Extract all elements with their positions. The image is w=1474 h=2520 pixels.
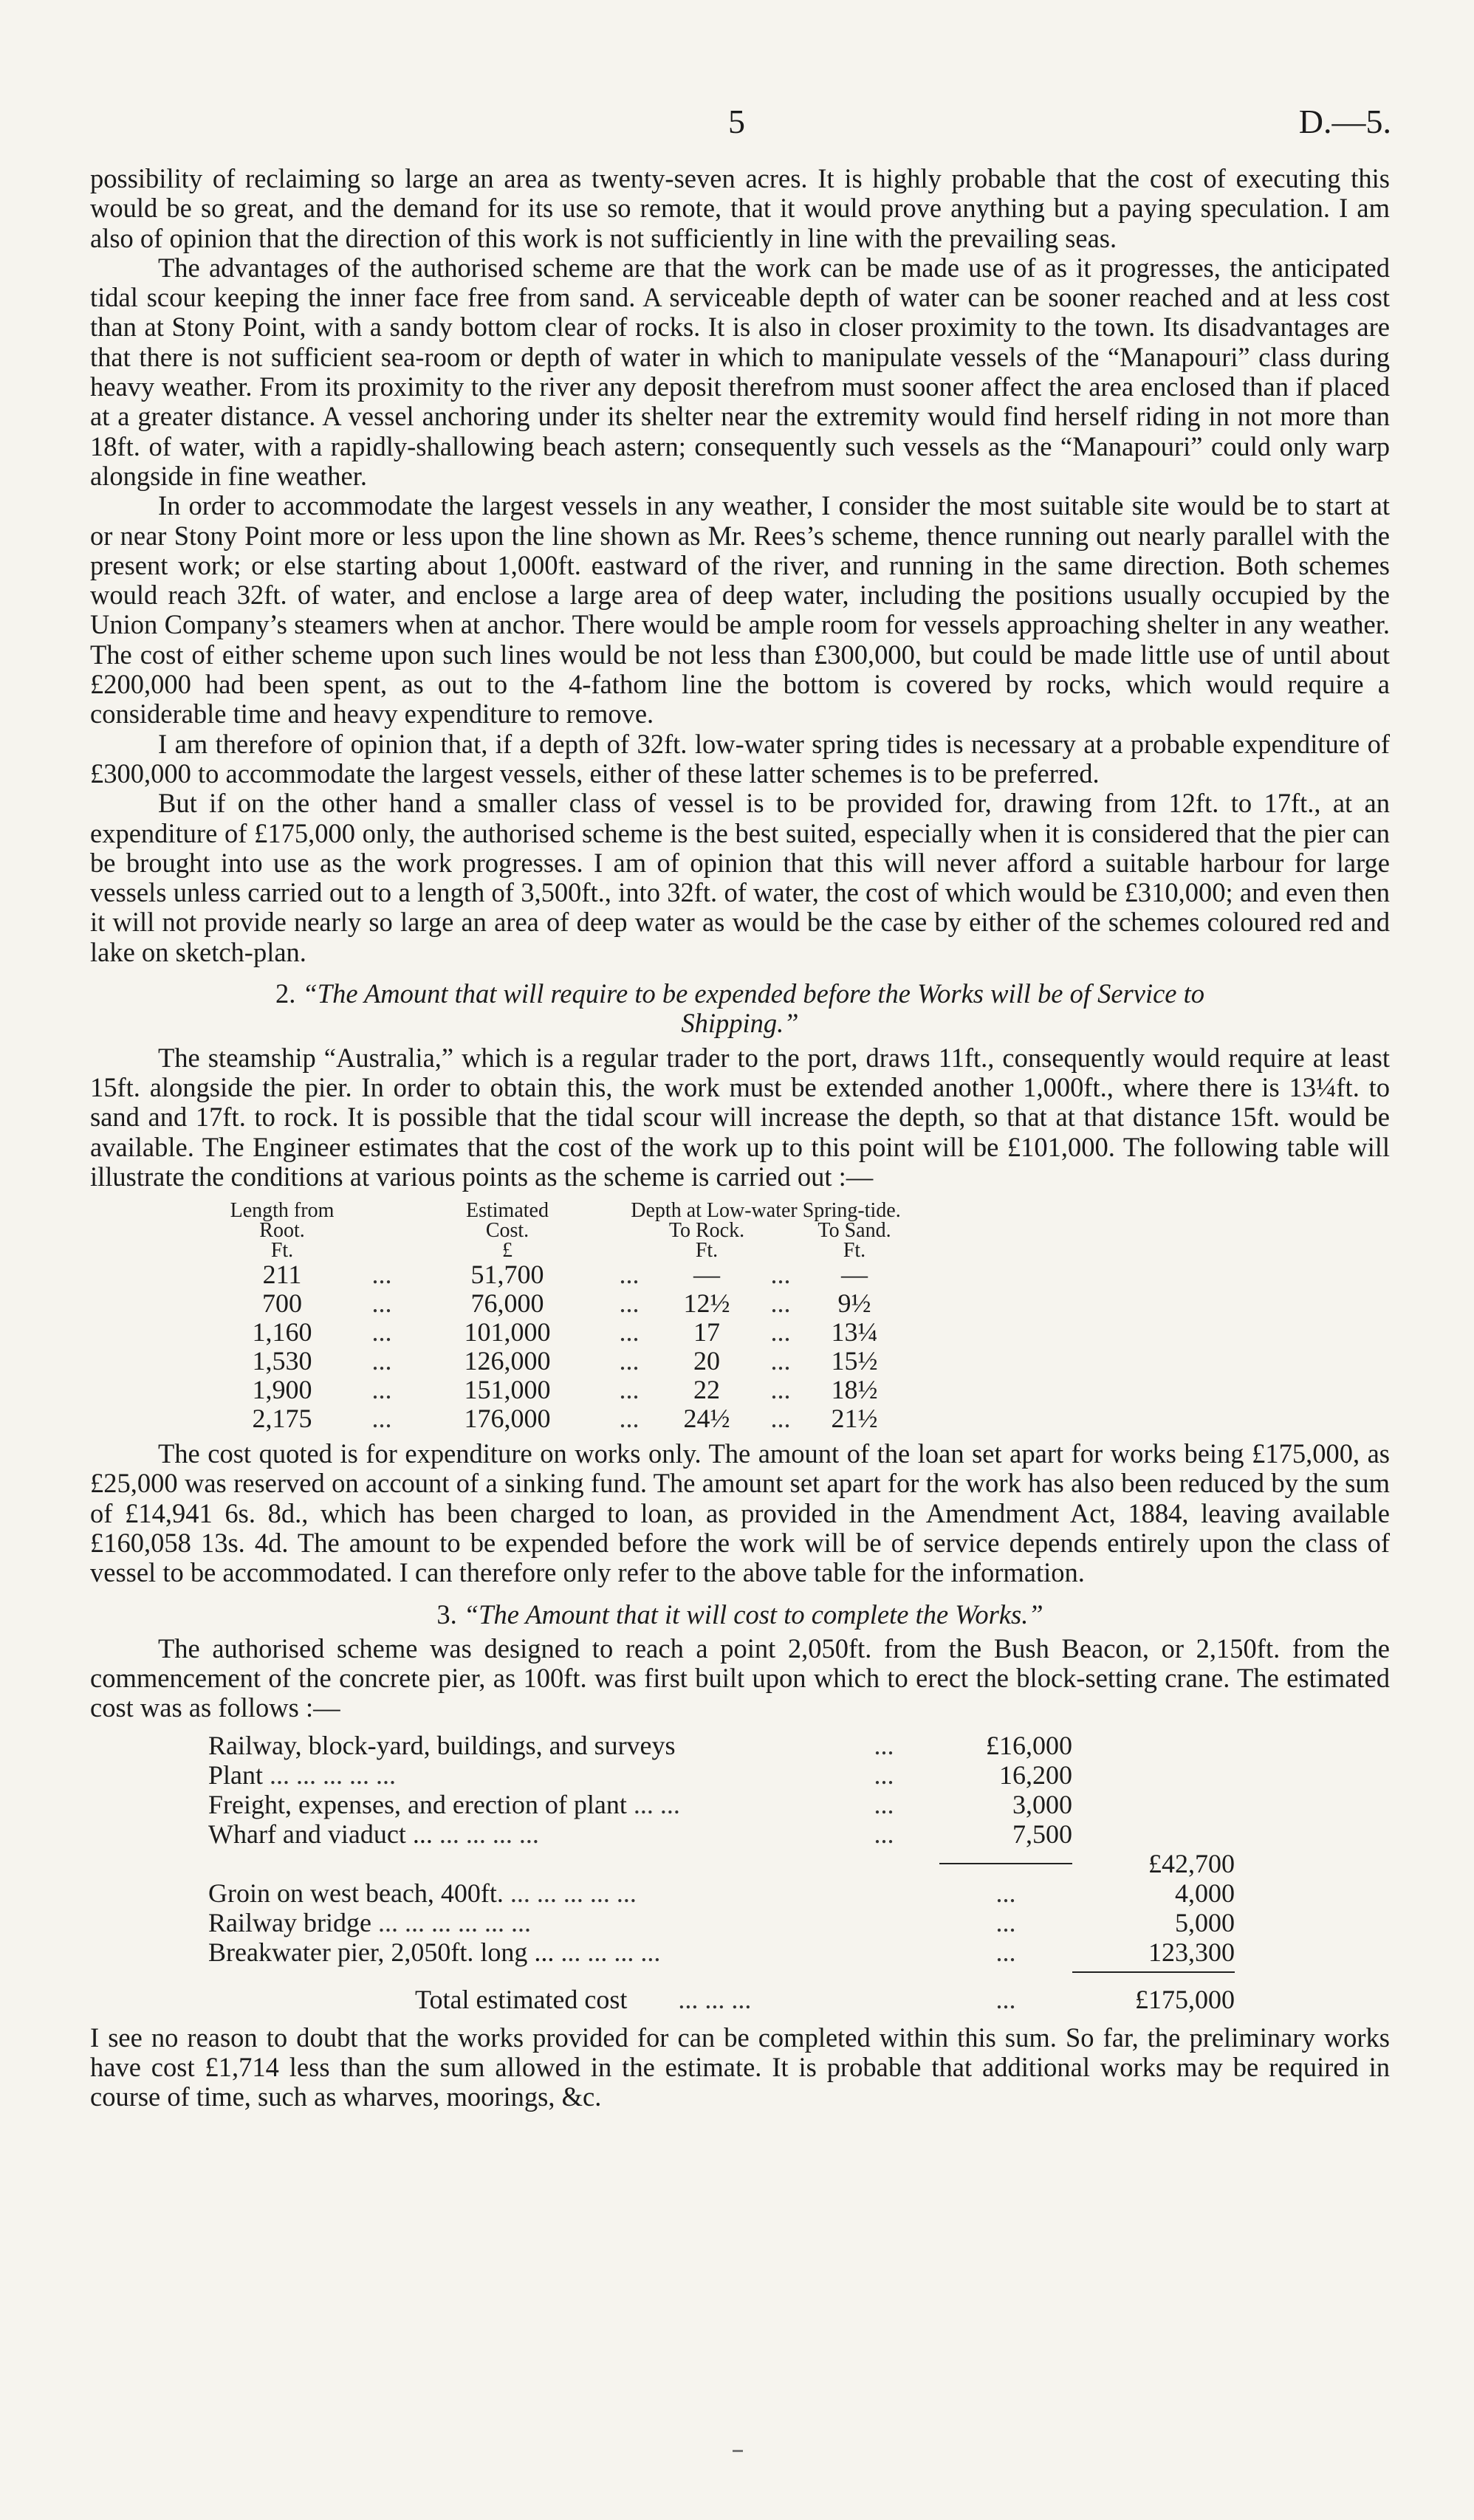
- table-row: Plant ... ... ... ... ... ... 16,200: [208, 1759, 1072, 1790]
- section-3-heading: 3. “The Amount that it will cost to complete the Works.”: [436, 1599, 1043, 1630]
- paragraph-7: The cost quoted is for expenditure on works only. The amount of the loan set apart for works being £175,000, as £25,000 was reserved on account of a sinking fund. The amount set apart for the work has also been reduced by the sum of £14,941 6s. 8d., which has been charged to loan, as provided in the Amendment Act, 1884, leaving available £160,058 13s. 4d. The amount to be expended before the work will be of service depends entirely upon the class of vessel to be accommodated. I can therefore only refer to the above table for the information.: [90, 1438, 1390, 1588]
- table-row: Railway bridge ... ... ... ... ... ... ... 5,000: [208, 1907, 1235, 1937]
- cost-table: [208, 1731, 1235, 2014]
- paragraph-8: The authorised scheme was designed to reach a point 2,050ft. from the Bush Beacon, or 2,150ft. from the commencement of the concrete pier, as 100ft. was first built upon which to erect the block-setting crane. The estimated cost was as follows :—: [90, 1632, 1390, 1723]
- total-cost: £175,000: [1135, 1984, 1235, 2014]
- table-row: Groin on west beach, 400ft. ... ... ... ... ... ... 4,000: [208, 1878, 1235, 1908]
- page-number: 5: [728, 103, 745, 140]
- depth-table-header: Length from Estimated Depth at Low-water Spring-tide.: [230, 1199, 901, 1223]
- table-row: 700 ... 76,000 ... 12½ ... 9½: [262, 1288, 871, 1319]
- paragraph-9: I see no reason to doubt that the works provided for can be completed within this sum. So far, the preliminary works have cost £1,714 less than the sum allowed in the estimate. It is probable that additional works may be required in course of time, such as wharves, moorings, &c.: [90, 2022, 1390, 2112]
- paragraph-1: possibility of reclaiming so large an area as twenty-seven acres. It is highly probable that the cost of executing this would be so great, and the demand for its use so remote, that it would prove anything but a paying speculation. I am also of opinion that the direction of this work is not sufficiently in line with the prevailing seas.: [90, 163, 1390, 253]
- table-row: 211 ... 51,700 ... — ... —: [262, 1260, 868, 1290]
- table-row: 2,175 ... 176,000 ... 24½ ... 21½: [252, 1404, 878, 1434]
- paragraph-3: In order to accommodate the largest vessels in any weather, I consider the most suitable site would be to start at or near Stony Point more or less upon the line shown as Mr. Rees’s scheme, thence running out nearly parallel with the present work; or else starting about 1,000ft. eastward of the river, and running in the same direction. Both schemes would reach 32ft. of water, and enclose a large area of deep water, including the positions usually occupied by the Union Company’s steamers when at anchor. There would be ample room for vessels approaching shelter in any weather. The cost of either scheme upon such lines would be not less than £300,000, but could be made little use of until about £200,000 had been spent, as out to the 4-fathom line the bottom is covered by rocks, which would require a considerable time and heavy expenditure to remove.: [90, 490, 1390, 729]
- table-row: 1,530 ... 126,000 ... 20 ... 15½: [252, 1346, 878, 1376]
- divider: [939, 1863, 1072, 1864]
- section-2-heading: 2. “The Amount that will require to be expended before the Works will be of Service to Shipping.”: [275, 978, 1205, 1039]
- paragraph-2: The advantages of the authorised scheme are that the work can be made use of as it progresses, the anticipated tidal scour keeping the inner face free from sand. A serviceable depth of water can be sooner reached and at less cost than at Stony Point, with a sandy bottom clear of rocks. It is also in closer proximity to the town. Its disadvantages are that there is not sufficient sea-room or depth of water in which to manipulate vessels of the “Manapouri” class during heavy weather. From its proximity to the river any deposit therefrom must sooner affect the area enclosed than if placed at a greater distance. A vessel anchoring under its shelter near the extremity would find herself riding in not more than 18ft. of water, with a rapidly-shallowing beach astern; consequently such vessels as the “Manapouri” could only warp alongside in fine weather.: [90, 252, 1390, 491]
- table-row: Railway, block-yard, buildings, and surveys ... £16,000: [208, 1730, 1072, 1760]
- table-row: 1,900 ... 151,000 ... 22 ... 18½: [252, 1375, 878, 1405]
- table-row: 1,160 ... 101,000 ... 17 ... 13¼: [252, 1317, 878, 1347]
- table-row: Freight, expenses, and erection of plant ... ... ... 3,000: [208, 1789, 1072, 1819]
- document-reference: D.—5.: [1298, 103, 1391, 140]
- depth-table: Length from Estimated Depth at Low-water Spring-tide. Root. Cost. To Rock. To Sand. Ft. £ Ft. Ft. 211 ... 51,700 ... — ... — 700 ... 76,000 ... 12½ ... 9½ 1,160 ... 101,000 ... 17 ... 13¼ 1,530 ... 126,000 ... 20 ... 15½ 1,900 ... 151,000 ... 22 ... 18½ 2,175 ... 176,000 ... 24½ ... 21½: [216, 1201, 902, 1433]
- page-body: [90, 164, 1390, 2112]
- paragraph-4: I am therefore of opinion that, if a depth of 32ft. low-water spring tides is necessary at a probable expenditure of £300,000 to accommodate the largest vessels, either of these latter schemes is to be preferred.: [90, 728, 1390, 789]
- total-row: Total estimated cost ... ... ... ... £175,000: [415, 1984, 1235, 2014]
- page-mark: [733, 2450, 743, 2452]
- divider: [1072, 1971, 1235, 1973]
- table-row: Breakwater pier, 2,050ft. long ... ... ... ... ... ... 123,300: [208, 1937, 1235, 1967]
- subtotal: £42,700: [1148, 1848, 1235, 1878]
- paragraph-6: The steamship “Australia,” which is a regular trader to the port, draws 11ft., consequently would require at least 15ft. alongside the pier. In order to obtain this, the work must be extended another 1,000ft., where there is 13¼ft. to sand and 17ft. to rock. It is possible that the tidal scour will increase the depth, so that at that distance 15ft. would be available. The Engineer estimates that the cost of the work up to this point will be £101,000. The following table will illustrate the conditions at various points as the scheme is carried out :—: [90, 1042, 1390, 1192]
- paragraph-5: But if on the other hand a smaller class of vessel is to be provided for, drawing from 12ft. to 17ft., at an expenditure of £175,000 only, the authorised scheme is the best suited, especially when it is considered that the pier can be brought into use as the work progresses. I am of opinion that this will never afford a suitable harbour for large vessels unless carried out to a length of 3,500ft., into 32ft. of water, the cost of which would be £310,000; and even then it will not provide nearly so large an area of deep water as would be the case by either of the schemes coloured red and lake on sketch-plan.: [90, 788, 1390, 967]
- table-row: Wharf and viaduct ... ... ... ... ... ... 7,500: [208, 1819, 1072, 1849]
